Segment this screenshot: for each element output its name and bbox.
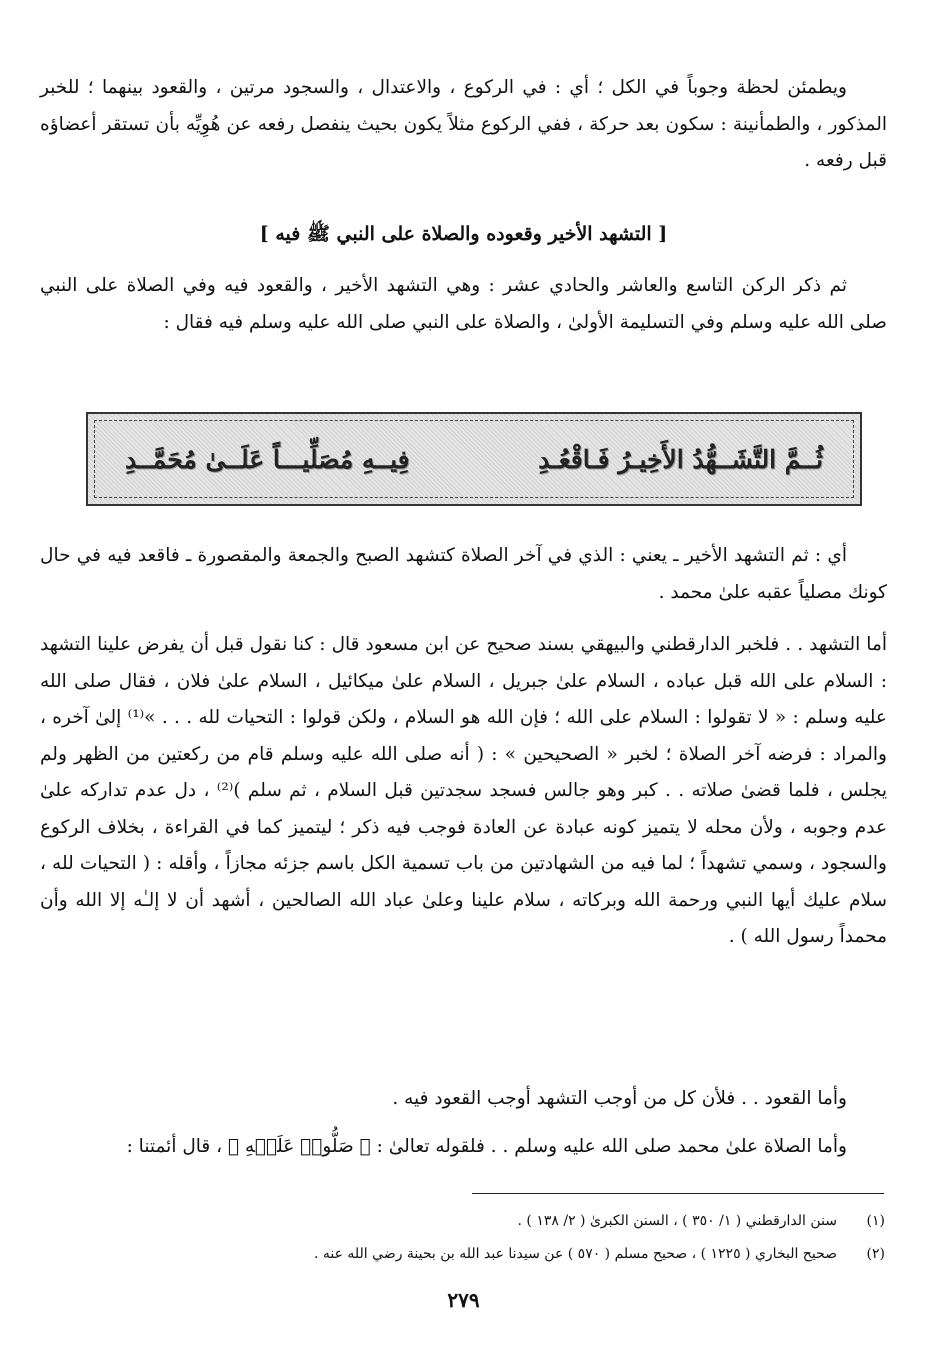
footnote-2 bbox=[45, 1243, 885, 1265]
section-heading: [ التشهد الأخير وقعوده والصلاة على النبي ﷺ فيه ] bbox=[259, 223, 668, 245]
paragraph-qu3ud: وأما القعود . . فلأن كل من أوجب التشهد أوجب القعود فيه . bbox=[392, 1088, 847, 1109]
paragraph-pillars: ثم ذكر الركن التاسع والعاشر والحادي عشر : وهي التشهد الأخير ، والقعود فيه وفي الصلاة على النبي صلى الله عليه وسلم وفي التسليمة الأولىٰ ، والصلاة على النبي صلى الله عليه وسلم فيه فقال : bbox=[40, 275, 887, 333]
footnote-2-text: صحيح البخاري ( ١٢٢٥ ) ، صحيح مسلم ( ٥٧٠ ) عن سيدنا عبد الله بن بحينة رضي الله عنه . bbox=[313, 1246, 837, 1262]
verse-first-hemistich: ثُــمَّ التَّشَــهُّدُ الأَخِيـرُ فَـاقْعُـدِ bbox=[538, 444, 823, 474]
paragraph-tashahhud: أما التشهد . . فلخبر الدارقطني والبيهقي بسند صحيح عن ابن مسعود قال : كنا نقول قبل أن يفرض علينا التشهد : السلام على الله قبل عباده ، السلام علىٰ جبريل ، السلام علىٰ ميكائيل ، السلام علىٰ فلان ، فقال صلى الله عليه وسلم : « لا تقولوا : السلام على الله ؛ فإن الله هو السلام ، ولكن قولوا : التحيات لله . . . »⁽¹⁾ إلىٰ آخره ، والمراد : فرضه آخر الصلاة ؛ لخبر « الصحيحين » : ( أنه صلى الله عليه وسلم قام من ركعتين من الظهر ولم يجلس ، فلما قضىٰ صلاته . . كبر وهو جالس فسجد سجدتين قبل السلام ، ثم سلم )⁽²⁾ ، دل عدم تداركه علىٰ عدم وجوبه ، ولأن محله لا يتميز كونه عبادة عن العادة فوجب فيه ذكر ؛ ليتميز كما في القراءة ، بخلاف الركوع والسجود ، وسمي تشهداً ؛ لما فيه من الشهادتين من باب تسمية الكل باسم جزئه مجازاً ، وأقله : ( التحيات لله ، سلام عليك أيها النبي ورحمة الله وبركاته ، سلام علينا وعلىٰ عباد الله الصالحين ، أشهد أن لا إلـٰه إلا الله وأن محمداً رسول الله ) . bbox=[40, 634, 888, 947]
footnote-1-number: (١) bbox=[866, 1213, 885, 1229]
footnote-2-number: (٢) bbox=[866, 1246, 885, 1262]
verse-inner-border bbox=[94, 420, 854, 498]
verse-second-hemistich: فِيــهِ مُصَلِّيـــاً عَلَــىٰ مُحَمَّــدِ bbox=[125, 444, 410, 474]
paragraph-salah-on-prophet: وأما الصلاة علىٰ محمد صلى الله عليه وسلم . . فلقوله تعالىٰ : ﴿ صَلُّوا۟ عَلَيۡهِ ﴾ ، قال أئمتنا : bbox=[126, 1136, 847, 1157]
paragraph-explanation: أي : ثم التشهد الأخير ـ يعني : الذي في آخر الصلاة كتشهد الصبح والجمعة والمقصورة ـ فاقعد فيه في حال كونك مصلياً عقبه علىٰ محمد . bbox=[40, 545, 887, 603]
paragraph-tumaninah: ويطمئن لحظة وجوباً في الكل ؛ أي : في الركوع ، والاعتدال ، والسجود مرتين ، والقعود بينهما ؛ للخبر المذكور ، والطمأنينة : سكون بعد حركة ، ففي الركوع مثلاً يكون بحيث ينفصل رفعه عن هُوِيِّه بأن تستقر أعضاؤه قبل رفعه . bbox=[40, 77, 887, 171]
page-number: ٢٧٩ bbox=[447, 1288, 480, 1312]
footnote-1-text: سنن الدارقطني ( ١/ ٣٥٠ ) ، السنن الكبرىٰ ( ٢/ ١٣٨ ) . bbox=[517, 1213, 837, 1229]
verse-frame bbox=[86, 412, 862, 506]
footnote-separator bbox=[472, 1193, 884, 1194]
footnote-1 bbox=[45, 1210, 885, 1232]
